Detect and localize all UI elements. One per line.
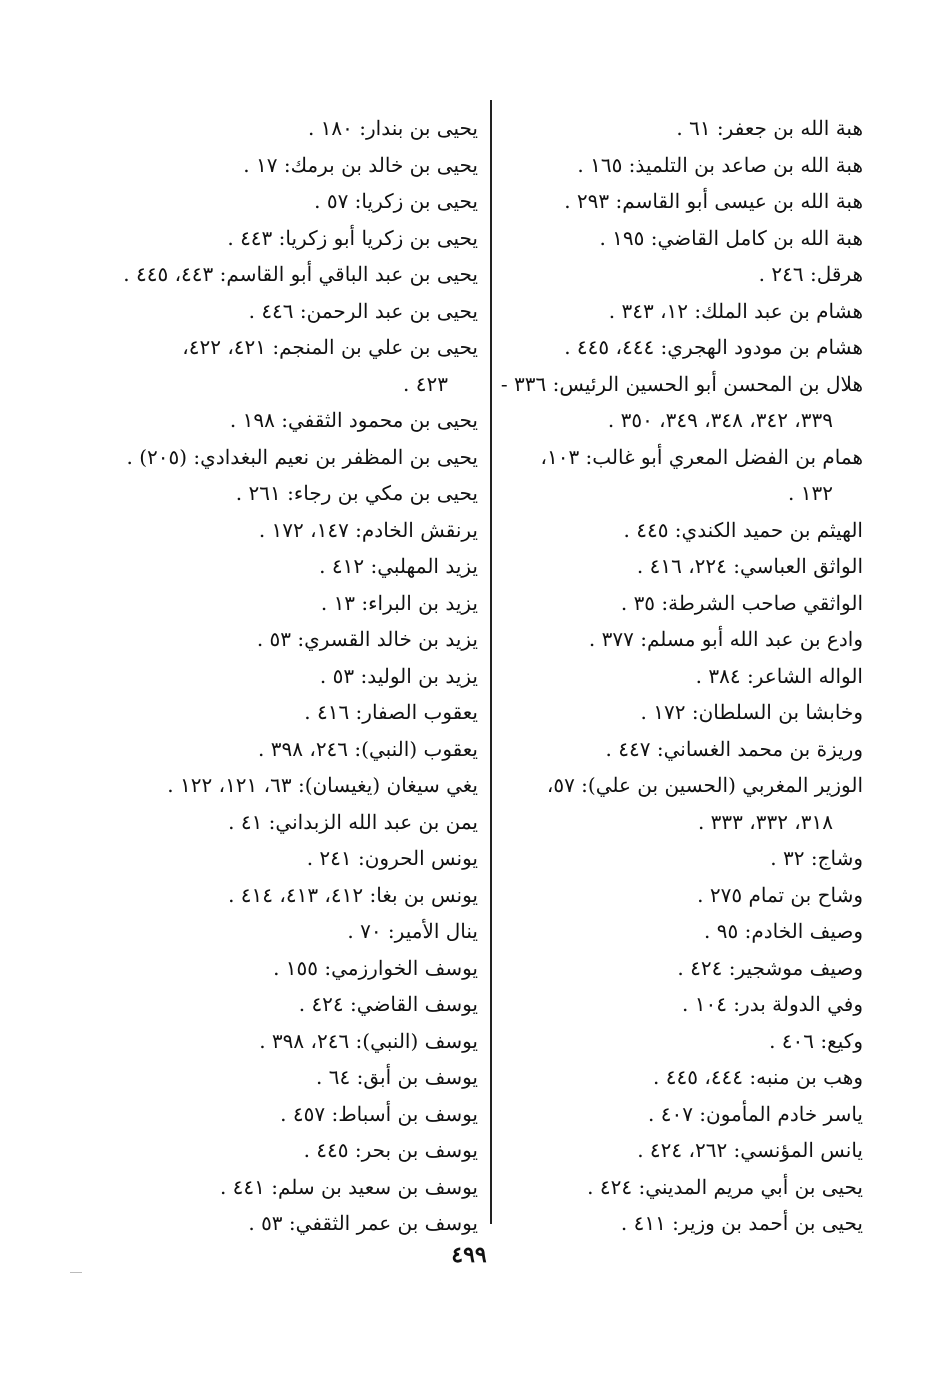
- index-entry: وادع بن عبد الله أبو مسلم: ٣٧٧ .: [588, 627, 863, 651]
- index-entry: هشام بن مودود الهجري: ٤٤٤، ٤٤٥ .: [564, 335, 863, 359]
- column-divider: [490, 100, 492, 1224]
- index-entry: هبة الله بن كامل القاضي: ١٩٥ .: [599, 225, 863, 250]
- index-entry: يحيى بن عبد الباقي أبو القاسم: ٤٤٣، ٤٤٥ .: [123, 262, 478, 286]
- index-entry: وشاح بن تمام ٢٧٥ .: [697, 882, 863, 907]
- index-entry: وشاج: ٣٢ .: [770, 846, 863, 870]
- index-entry-continuation: ٣٣٩، ٣٤٢، ٣٤٨، ٣٤٩، ٣٥٠ .: [607, 408, 833, 432]
- scan-speck: [70, 1272, 82, 1273]
- index-entry: يزيد المهلبي: ٤١٢ .: [319, 554, 478, 578]
- index-entry: هرقل: ٢٤٦ .: [758, 262, 863, 286]
- index-entry: وريزة بن محمد الغساني: ٤٤٧ .: [605, 736, 863, 761]
- index-entry: يوسف بن عمر الثقفي: ٥٣ .: [248, 1211, 478, 1235]
- index-entry: يوسف الخوارزمي: ١٥٥ .: [273, 955, 478, 980]
- index-entry: يوسف بن أبق: ٦٤ .: [316, 1065, 478, 1089]
- index-entry: يوسف القاضي: ٤٢٤ .: [298, 992, 478, 1016]
- index-entry: ياسر خادم المأمون: ٤٠٧ .: [647, 1101, 863, 1126]
- index-entry: يحيى بن خالد بن برمك: ١٧ .: [243, 152, 478, 177]
- index-entry: يوسف بن سعيد بن سلم: ٤٤١ .: [219, 1174, 478, 1199]
- index-entry: يحيى بن أبي مريم المديني: ٤٢٤ .: [587, 1174, 863, 1199]
- index-entry-continuation: ٤٢٣ .: [403, 371, 448, 396]
- index-entry: الواله الشاعر: ٣٨٤ .: [695, 663, 863, 688]
- index-entry: وفي الدولة بدر: ١٠٤ .: [682, 992, 863, 1016]
- index-entry-continuation: ٣١٨، ٣٣٢، ٣٣٣ .: [697, 809, 833, 834]
- index-entry: همام بن الفضل المعري أبو غالب: ١٠٣،: [540, 444, 863, 469]
- index-entry: يغي سيغان (يغيسان): ٦٣، ١٢١، ١٢٢ .: [167, 773, 478, 797]
- index-entry: يحيى بن زكريا أبو زكريا: ٤٤٣ .: [227, 225, 478, 250]
- index-entry: يحيى بن زكريا: ٥٧ .: [314, 189, 478, 213]
- index-entry: يزيد بن الوليد: ٥٣ .: [319, 663, 478, 688]
- index-entry: الواثقي صاحب الشرطة: ٣٥ .: [620, 590, 863, 615]
- index-entry: الهيثم بن حميد الكندي: ٤٤٥ .: [623, 517, 863, 542]
- index-entry: وكيع: ٤٠٦ .: [769, 1028, 863, 1053]
- index-entry: وخابشا بن السلطان: ١٧٢ .: [640, 700, 863, 724]
- index-column-right: [500, 110, 863, 1242]
- index-entry: وصيف موشجير: ٤٢٤ .: [677, 955, 863, 980]
- index-entry: يزيد بن خالد القسري: ٥٣ .: [256, 627, 478, 651]
- index-entry: يرنقش الخادم: ١٤٧، ١٧٢ .: [258, 517, 478, 542]
- index-entry: يحيى بن أحمد بن وزير: ٤١١ .: [620, 1211, 863, 1235]
- index-column-left: [120, 110, 478, 1242]
- index-entry: يحيى بن مكي بن رجاء: ٢٦١ .: [235, 481, 478, 505]
- index-entry: يحيى بن عبد الرحمن: ٤٤٦ .: [248, 298, 478, 323]
- index-entry: الواثق العباسي: ٢٢٤، ٤١٦ .: [636, 554, 863, 578]
- index-entry: هشام بن عبد الملك: ١٢، ٣٤٣ .: [608, 298, 863, 323]
- index-entry: هبة الله بن صاعد بن التلميذ: ١٦٥ .: [577, 152, 863, 177]
- index-entry: يوسف (النبي): ٢٤٦، ٣٩٨ .: [259, 1028, 478, 1053]
- page-number: ٤٩٩: [451, 1242, 487, 1268]
- index-entry: يعقوب (النبي): ٢٤٦، ٣٩٨ .: [258, 736, 478, 761]
- index-entry: يونس بن بغا: ٤١٢، ٤١٣، ٤١٤ .: [228, 882, 478, 907]
- index-entry: هبة الله بن عيسى أبو القاسم: ٢٩٣ .: [564, 189, 863, 213]
- index-entry: يونس الحرون: ٢٤١ .: [306, 846, 478, 870]
- index-entry: وهب بن منبه: ٤٤٤، ٤٤٥ .: [653, 1065, 863, 1089]
- index-entry: الوزير المغربي (الحسين بن علي): ٥٧،: [546, 773, 863, 797]
- index-entry: يانس المؤنسي: ٢٦٢، ٤٢٤ .: [637, 1138, 863, 1162]
- index-entry: يحيى بن علي بن المنجم: ٤٢١، ٤٢٢،: [182, 335, 478, 359]
- index-entry: ينال الأمير: ٧٠ .: [347, 919, 478, 943]
- index-entry: هلال بن المحسن أبو الحسين الرئيس: ٣٣٦ -: [500, 371, 863, 396]
- index-entry: يحيى بن محمود الثقفي: ١٩٨ .: [229, 408, 478, 432]
- index-entry: وصيف الخادم: ٩٥ .: [704, 919, 863, 943]
- index-entry: يزيد بن البراء: ١٣ .: [320, 590, 478, 615]
- index-entry: يمن بن عبد الله الزبداني: ٤١ .: [228, 809, 478, 834]
- index-entry-continuation: ١٣٢ .: [788, 481, 833, 505]
- index-entry: يوسف بن أسباط: ٤٥٧ .: [280, 1101, 478, 1126]
- index-entry: يحيى بن بندار: ١٨٠ .: [307, 116, 478, 140]
- index-entry: يعقوب الصفار: ٤١٦ .: [304, 700, 478, 724]
- index-entry: هبة الله بن جعفر: ٦١ .: [676, 116, 863, 140]
- index-entry: يوسف بن بحر: ٤٤٥ .: [303, 1138, 478, 1162]
- index-entry: يحيى بن المظفر بن نعيم البغدادي: (٢٠٥) .: [126, 444, 478, 469]
